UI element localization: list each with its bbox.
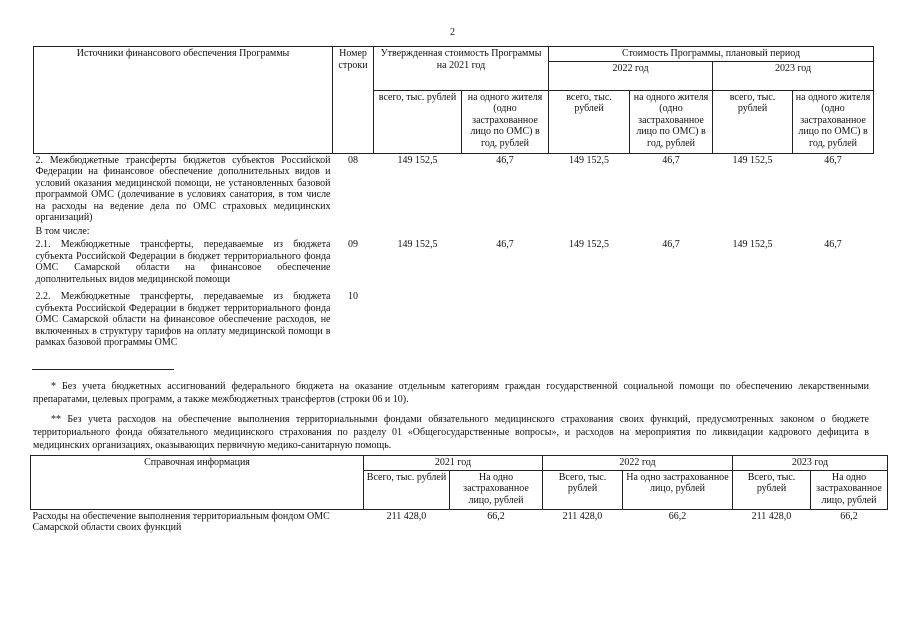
table-row <box>34 225 874 239</box>
header-2022: 2022 год <box>543 456 733 471</box>
per-capita-2021: 46,7 <box>496 239 514 250</box>
row-name: В том числе: <box>35 225 90 237</box>
value-2022: 149 152,5 <box>569 239 610 250</box>
row-number: 08 <box>348 154 358 166</box>
per-capita-2022: 66,2 <box>668 510 687 522</box>
header-per-capita-2022: На одно застрахованное лицо, рублей <box>623 470 733 509</box>
header-total-2023: всего, тыс. рублей <box>713 90 793 153</box>
header-per-capita-2021: На одно застрахованное лицо, рублей <box>450 470 543 509</box>
page-number: 2 <box>450 27 455 38</box>
header-total-2021: Всего, тыс. рублей <box>364 470 450 509</box>
table-row <box>34 238 874 290</box>
per-capita-2022: 46,7 <box>662 239 680 250</box>
value-2023: 149 152,5 <box>732 154 773 166</box>
header-2022: 2022 год <box>549 61 713 90</box>
header-total-2023: Всего, тыс. рублей <box>733 470 811 509</box>
value-2023: 211 428,0 <box>751 510 792 522</box>
value-2022: 149 152,5 <box>569 154 610 166</box>
per-capita-2023: 46,7 <box>824 239 842 250</box>
header-2023: 2023 год <box>733 456 888 471</box>
program-cost-table <box>33 46 874 350</box>
header-total-2022: всего, тыс. рублей <box>549 90 630 153</box>
row-number: 10 <box>348 291 358 302</box>
value-2021: 149 152,5 <box>397 239 438 250</box>
value-2023: 149 152,5 <box>732 239 773 250</box>
header-planned-period: Стоимость Программы, плановый период <box>549 47 874 62</box>
per-capita-2023: 66,2 <box>840 510 858 522</box>
footnote-separator <box>32 369 174 370</box>
table-row <box>34 290 874 350</box>
row-name: Расходы на обеспечение выполнения территориальным фондом ОМС Самарской области своих функций <box>32 510 330 533</box>
header-total-2022: Всего, тыс. рублей <box>543 470 623 509</box>
value-2021: 149 152,5 <box>397 154 438 166</box>
per-capita-2021: 66,2 <box>487 510 505 522</box>
row-name: 2.1. Межбюджетные трансферты, передаваемые из бюджета субъекта Российской Федерации в бюджет территориального фонда ОМС Самарской области на финансовое обеспечение дополнительных видов медицинской помощи <box>35 239 331 285</box>
value-2021: 211 428,0 <box>386 510 427 522</box>
row-number: 09 <box>348 239 358 250</box>
row-name: 2.2. Межбюджетные трансферты, передаваемые из бюджета субъекта Российской Федерации в бюджет территориального фонда ОМС Самарской области на финансовое обеспечение расходов, не включенных в структуру тарифов на оплату медицинской помощи в рамках базовой программы ОМС <box>35 291 331 348</box>
row-name: 2. Межбюджетные трансферты бюджетов субъектов Российской Федерации на финансовое обеспечение дополнительных видов и условий оказания медицинской помощи, не установленных базовой программой ОМС (долечивание в условиях санатория, в том числе на расходы на ведение дела по ОМС страховых медицинских организаций) <box>35 154 331 223</box>
header-row-number: Номер строки <box>333 47 374 154</box>
header-approved-2021: Утвержденная стоимость Программы на 2021 год <box>374 47 549 91</box>
footnote-1: * Без учета бюджетных ассигнований федерального бюджета на оказание отдельным категориям граждан государственной социальной помощи по обеспечению лекарственными препаратами, целевых программ, а также межбюджетных трансфертов (строки 06 и 10). <box>33 381 869 405</box>
value-2022: 211 428,0 <box>562 510 603 522</box>
header-per-capita-2022: на одного жителя (одно застрахованное лицо по ОМС) в год, рублей <box>630 90 713 153</box>
header-2023: 2023 год <box>713 61 874 90</box>
header-per-capita-2023: на одного жителя (одно застрахованное лицо по ОМС) в год, рублей <box>793 90 874 153</box>
header-2021: 2021 год <box>364 456 543 471</box>
header-total-2021: всего, тыс. рублей <box>374 90 462 153</box>
reference-info-table <box>30 455 888 535</box>
footnote-2: ** Без учета расходов на обеспечение выполнения территориальными фондами обязательного медицинского страхования своих функций, предусмотренных законом о бюджете территориального фонда обязательного медицинского страхования по разделу 01 «Общегосударственные вопросы», и расходов на мероприятия по ликвидации кадрового дефицита в медицинских организациях, оказывающих первичную медико-санитарную помощь. <box>33 414 869 451</box>
table-row <box>31 509 888 535</box>
header-per-capita-2021: на одного жителя (одно застрахованное лицо по ОМС) в год, рублей <box>462 90 549 153</box>
per-capita-2022: 46,7 <box>662 154 680 166</box>
table-row <box>34 153 874 225</box>
header-source: Источники финансового обеспечения Программы <box>34 47 333 154</box>
header-info: Справочная информация <box>31 456 364 510</box>
row-number <box>333 225 374 239</box>
per-capita-2021: 46,7 <box>496 154 514 166</box>
per-capita-2023: 46,7 <box>824 154 842 166</box>
header-per-capita-2023: На одно застрахованное лицо, рублей <box>811 470 888 509</box>
